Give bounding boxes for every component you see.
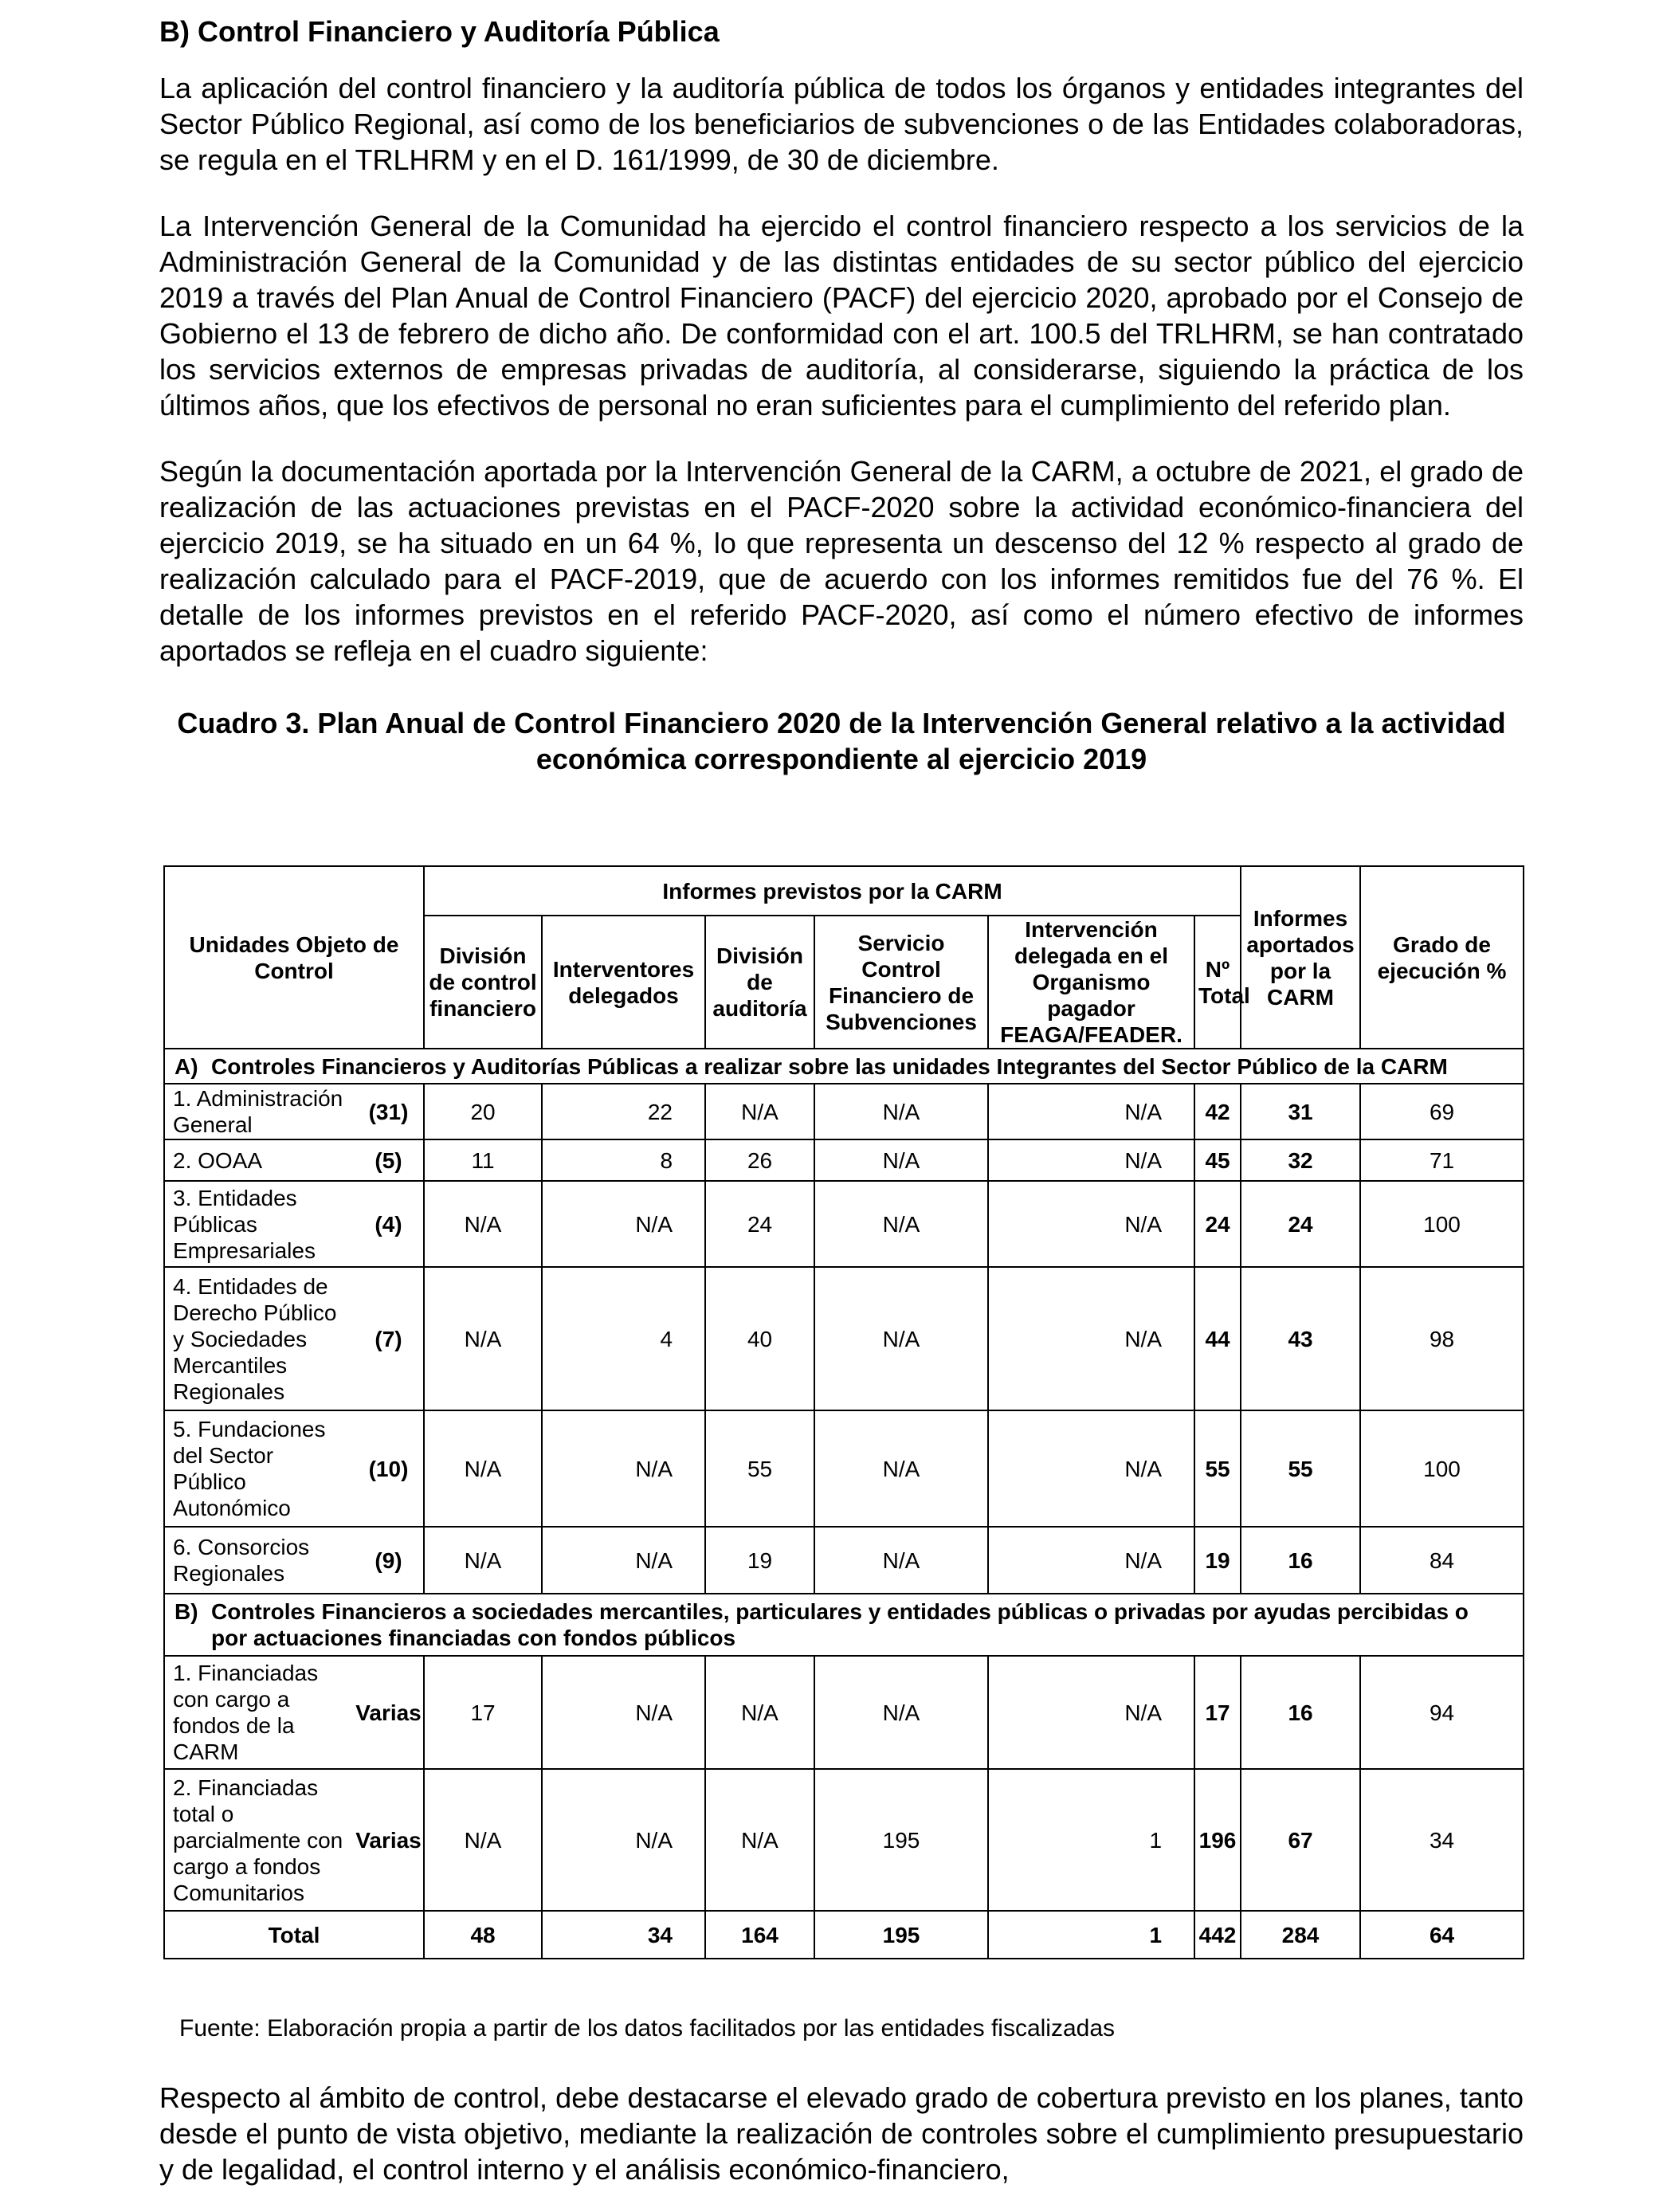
aportados-cell: 16 <box>1241 1656 1360 1769</box>
section-b-text: Controles Financieros a sociedades mercantiles, particulares y entidades públicas o privadas por ayudas percibidas o por actuaciones financiadas con fondos públicos <box>211 1599 1469 1650</box>
header-division-auditoria: División de auditoría <box>705 916 814 1049</box>
count-cell: (31) <box>354 1084 424 1139</box>
section-a-text: Controles Financieros y Auditorías Públicas a realizar sobre las unidades Integrantes del Sector Público de la CARM <box>211 1053 1448 1079</box>
value-cell: N/A <box>814 1656 988 1769</box>
value-cell: N/A <box>705 1084 814 1139</box>
document-page <box>159 0 1524 777</box>
value-cell: N/A <box>988 1267 1194 1410</box>
total-value-cell: 164 <box>705 1911 814 1959</box>
unit-cell: 3. Entidades Públicas Empresariales <box>164 1181 354 1267</box>
value-cell: 4 <box>542 1267 705 1410</box>
table-row <box>164 1410 1524 1527</box>
aportados-cell: 43 <box>1241 1267 1360 1410</box>
table-row <box>164 1181 1524 1267</box>
value-cell: N/A <box>988 1656 1194 1769</box>
paragraph-3: Según la documentación aportada por la Intervención General de la CARM, a octubre de 2021, el grado de realización de las actuaciones previstas en el PACF-2020 sobre la actividad económico-financiera del ejercicio 2019, se ha situado en un 64 %, lo que representa un descenso del 12 % respecto al grado de realización calculado para el PACF-2019, que de acuerdo con los informes remitidos fue del 76 %. El detalle de los informes previstos en el referido PACF-2020, así como el número efectivo de informes aportados se refleja en el cuadro siguiente: <box>159 455 1524 667</box>
value-cell: N/A <box>424 1527 542 1594</box>
totals-row <box>164 1911 1524 1959</box>
header-intervencion-delegada: Intervención delegada en el Organismo pagador FEAGA/FEADER. <box>988 916 1194 1049</box>
header-aportados: Informes aportados por la CARM <box>1241 866 1360 1049</box>
total-cell: 19 <box>1194 1527 1241 1594</box>
value-cell: N/A <box>542 1527 705 1594</box>
value-cell: N/A <box>988 1084 1194 1139</box>
grado-cell: 34 <box>1360 1769 1524 1911</box>
total-value-cell: 195 <box>814 1911 988 1959</box>
count-cell: (10) <box>354 1410 424 1527</box>
value-cell: N/A <box>814 1139 988 1181</box>
count-cell: Varias <box>354 1656 424 1769</box>
paragraph-2: La Intervención General de la Comunidad ha ejercido el control financiero respecto a los servicios de la Administración General de la Comunidad y de las distintas entidades de su sector público del ejercicio 2019 a través del Plan Anual de Control Financiero (PACF) del ejercicio 2020, aprobado por el Consejo de Gobierno el 13 de febrero de dicho año. De conformidad con el art. 100.5 del TRLHRM, se han contratado los servicios externos de empresas privadas de auditoría, al considerarse, siguiendo la práctica de los últimos años, que los efectivos de personal no eran suficientes para el cumplimiento del referido plan. <box>159 210 1524 422</box>
total-aportados-cell: 284 <box>1241 1911 1360 1959</box>
value-cell: 55 <box>705 1410 814 1527</box>
section-b-cell <box>164 1594 1524 1656</box>
value-cell: N/A <box>814 1527 988 1594</box>
aportados-cell: 31 <box>1241 1084 1360 1139</box>
value-cell: N/A <box>814 1267 988 1410</box>
value-cell: N/A <box>814 1084 988 1139</box>
grado-cell: 98 <box>1360 1267 1524 1410</box>
table-row <box>164 1084 1524 1139</box>
aportados-cell: 32 <box>1241 1139 1360 1181</box>
value-cell: N/A <box>424 1181 542 1267</box>
total-grado-cell: 64 <box>1360 1911 1524 1959</box>
value-cell: N/A <box>814 1181 988 1267</box>
value-cell: N/A <box>424 1410 542 1527</box>
total-cell: 45 <box>1194 1139 1241 1181</box>
value-cell: N/A <box>814 1410 988 1527</box>
aportados-cell: 16 <box>1241 1527 1360 1594</box>
value-cell: N/A <box>988 1527 1194 1594</box>
section-row-a <box>164 1049 1524 1084</box>
total-cell: 55 <box>1194 1410 1241 1527</box>
unit-cell: 2. Financiadas total o parcialmente con cargo a fondos Comunitarios <box>164 1769 354 1911</box>
value-cell: 26 <box>705 1139 814 1181</box>
value-cell: N/A <box>705 1769 814 1911</box>
value-cell: 8 <box>542 1139 705 1181</box>
total-cell: 17 <box>1194 1656 1241 1769</box>
unit-cell: 2. OOAA <box>164 1139 354 1181</box>
table-row <box>164 1139 1524 1181</box>
value-cell: N/A <box>424 1267 542 1410</box>
value-cell: N/A <box>542 1410 705 1527</box>
section-row-b <box>164 1594 1524 1656</box>
table-row <box>164 1769 1524 1911</box>
value-cell: 22 <box>542 1084 705 1139</box>
total-value-cell: 48 <box>424 1911 542 1959</box>
total-cell: 196 <box>1194 1769 1241 1911</box>
section-b-label: B) <box>175 1599 198 1624</box>
unit-cell: 1. Administración General <box>164 1084 354 1139</box>
header-servicio-control: Servicio Control Financiero de Subvenciones <box>814 916 988 1049</box>
control-table <box>163 865 1524 1959</box>
table-caption: Cuadro 3. Plan Anual de Control Financiero 2020 de la Intervención General relativo a la actividad económica correspondiente al ejercicio 2019 <box>177 707 1506 775</box>
value-cell: N/A <box>542 1769 705 1911</box>
count-cell: (5) <box>354 1139 424 1181</box>
value-cell: N/A <box>988 1139 1194 1181</box>
header-previstos: Informes previstos por la CARM <box>424 866 1241 916</box>
value-cell: 1 <box>988 1769 1194 1911</box>
header-row-1 <box>164 866 1524 916</box>
header-interventores: Interventores delegados <box>542 916 705 1049</box>
count-cell: (7) <box>354 1267 424 1410</box>
total-cell: 24 <box>1194 1181 1241 1267</box>
value-cell: N/A <box>424 1769 542 1911</box>
section-heading: B) Control Financiero y Auditoría Pública <box>159 15 720 48</box>
grado-cell: 100 <box>1360 1410 1524 1527</box>
value-cell: 195 <box>814 1769 988 1911</box>
grado-cell: 100 <box>1360 1181 1524 1267</box>
paragraph-1: La aplicación del control financiero y la auditoría pública de todos los órganos y entidades integrantes del Sector Público Regional, así como de los beneficiarios de subvenciones o de las Entidades colaboradoras, se regula en el TRLHRM y en el D. 161/1999, de 30 de diciembre. <box>159 72 1524 176</box>
value-cell: N/A <box>542 1181 705 1267</box>
count-cell: (9) <box>354 1527 424 1594</box>
section-a-label: A) <box>175 1053 198 1079</box>
value-cell: N/A <box>988 1181 1194 1267</box>
header-division-control: División de control financiero <box>424 916 542 1049</box>
value-cell: N/A <box>542 1656 705 1769</box>
grado-cell: 94 <box>1360 1656 1524 1769</box>
unit-cell: 5. Fundaciones del Sector Público Autonómico <box>164 1410 354 1527</box>
aportados-cell: 55 <box>1241 1410 1360 1527</box>
table-row <box>164 1656 1524 1769</box>
total-cell: 42 <box>1194 1084 1241 1139</box>
unit-cell: 1. Financiadas con cargo a fondos de la CARM <box>164 1656 354 1769</box>
aportados-cell: 67 <box>1241 1769 1360 1911</box>
value-cell: N/A <box>988 1410 1194 1527</box>
value-cell: 11 <box>424 1139 542 1181</box>
paragraph-4: Respecto al ámbito de control, debe destacarse el elevado grado de cobertura previsto en los planes, tanto desde el punto de vista objetivo, mediante la realización de controles sobre el cumplimiento presupuestario y de legalidad, el control interno y el análisis económico-financiero, <box>159 2081 1524 2186</box>
table-row <box>164 1267 1524 1410</box>
grado-cell: 71 <box>1360 1139 1524 1181</box>
value-cell: 17 <box>424 1656 542 1769</box>
aportados-cell: 24 <box>1241 1181 1360 1267</box>
value-cell: 40 <box>705 1267 814 1410</box>
unit-cell: 6. Consorcios Regionales <box>164 1527 354 1594</box>
grand-total-cell: 442 <box>1194 1911 1241 1959</box>
count-cell: Varias <box>354 1769 424 1911</box>
total-value-cell: 34 <box>542 1911 705 1959</box>
value-cell: 24 <box>705 1181 814 1267</box>
grado-cell: 84 <box>1360 1527 1524 1594</box>
unit-cell: 4. Entidades de Derecho Público y Sociedades Mercantiles Regionales <box>164 1267 354 1410</box>
table-row <box>164 1527 1524 1594</box>
table-source: Fuente: Elaboración propia a partir de los datos facilitados por las entidades fiscalizadas <box>179 2015 1116 2041</box>
section-a-cell <box>164 1049 1524 1084</box>
value-cell: 19 <box>705 1527 814 1594</box>
total-label: Total <box>164 1911 424 1959</box>
value-cell: N/A <box>705 1656 814 1769</box>
total-value-cell: 1 <box>988 1911 1194 1959</box>
value-cell: 20 <box>424 1084 542 1139</box>
count-cell: (4) <box>354 1181 424 1267</box>
header-grado: Grado de ejecución % <box>1360 866 1524 1049</box>
total-cell: 44 <box>1194 1267 1241 1410</box>
grado-cell: 69 <box>1360 1084 1524 1139</box>
header-total: Nº Total <box>1194 916 1241 1049</box>
header-unidades: Unidades Objeto de Control <box>164 866 424 1049</box>
